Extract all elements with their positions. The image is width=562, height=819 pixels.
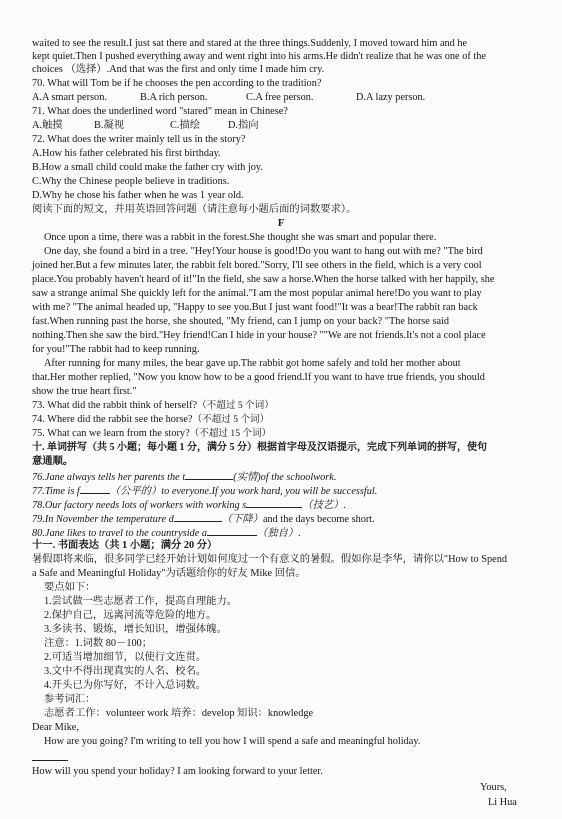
question-71-option-a: A.触摸 — [32, 120, 63, 131]
question-70-option-d: D.A lazy person. — [356, 92, 426, 103]
story-line-11: that.Her mother replied, "Now you know how to be a good friend.If you want to have true friends, you should — [32, 372, 485, 383]
spelling-77-blank[interactable] — [80, 484, 110, 494]
spelling-78-text: 78.Our factory needs lots of workers with working s — [32, 500, 247, 511]
spelling-item-79 — [32, 512, 375, 526]
spelling-item-76 — [32, 470, 336, 484]
spelling-80-blank[interactable] — [207, 526, 257, 536]
spelling-78-hint: （技艺）. — [302, 500, 346, 511]
question-71-option-d: D.指向 — [228, 120, 259, 131]
story-line-6: with me? "The animal headed up, "Happy to see you.But I just want food!"It was a bear!The rabbit ran back — [32, 302, 478, 313]
spelling-item-80 — [32, 526, 301, 540]
section-10-heading-cont: 意通顺。 — [32, 456, 74, 467]
note-1: 注意：1.词数 80－100； — [44, 638, 153, 649]
story-line-7: fast.When running past the horse, she shouted, "My friend, can I jump on your back? "The horse said — [32, 316, 450, 327]
question-74-text: 74. Where did the rabbit see the horse? — [32, 414, 193, 425]
spelling-item-77 — [32, 484, 377, 498]
story-line-8: nothing.Then she saw the bird."Hey friend!Can I hide in your house? ""We are not friends.It's not a cool place — [32, 330, 486, 341]
letter-greeting: Dear Mike, — [32, 722, 79, 733]
point-3: 3.多读书、锻炼，增长知识，增强体魄。 — [44, 624, 227, 635]
question-72-stem: 72. What does the writer mainly tell us in the story? — [32, 134, 246, 145]
passage-end-line-1: waited to see the result.I just sat there and stared at the three things.Suddenly, I moved toward him and he — [32, 38, 468, 49]
spelling-76-hint: (实情) — [233, 472, 261, 483]
spelling-76-blank[interactable] — [185, 470, 233, 480]
spelling-78-blank[interactable] — [246, 498, 302, 508]
spelling-79-after: and the days become short. — [262, 514, 375, 525]
story-line-10: After running for many miles, the bear gave up.The rabbit got home safely and told her mother about — [44, 358, 461, 369]
question-70-stem: 70. What will Tom be if he chooses the pen according to the tradition? — [32, 78, 322, 89]
writing-prompt-line-2: a Safe and Meaningful Holiday"为话题给你的好友 Mike 回信。 — [32, 568, 306, 579]
question-73-limit: （不超过 5 个词） — [197, 400, 274, 411]
letter-signoff: Yours, — [480, 782, 507, 793]
question-71-stem: 71. What does the underlined word "stared" mean in Chinese? — [32, 106, 288, 117]
spelling-79-blank[interactable] — [174, 512, 222, 522]
spelling-79-hint: （下降） — [221, 514, 263, 525]
section-11-heading: 十一. 书面表达（共 1 小题；满分 20 分） — [32, 540, 218, 551]
reference-title: 参考词汇： — [44, 694, 96, 705]
question-72-option-b: B.How a small child could make the father cry with joy. — [32, 162, 263, 173]
story-line-1: Once upon a time, there was a rabbit in the forest.She thought she was smart and popular there. — [44, 232, 437, 243]
writing-blank-line[interactable] — [32, 760, 68, 761]
question-72-option-a: A.How his father celebrated his first birthday. — [32, 148, 221, 159]
section-f-letter: F — [277, 218, 285, 229]
passage-end-line-3: choices （选择）.And that was the first and only time I made him cry. — [32, 64, 325, 75]
spelling-77-text: 77.Time is f — [32, 486, 80, 497]
passage-end-line-2: kept quiet.Then I pushed everything away and went right into his arms.He didn't realize that he was one of the — [32, 51, 486, 62]
reference-words: 志愿者工作：volunteer work 培养：develop 知识：knowledge — [44, 708, 314, 719]
story-line-5: saw a strange animal She quickly left for the animal."I am the most popular animal here!Do you want to play — [32, 288, 482, 299]
question-72-option-d: D.Why he chose his father when he was 1 year old. — [32, 190, 244, 201]
question-72-option-c: C.Why the Chinese people believe in traditions. — [32, 176, 230, 187]
spelling-77-after: to everyone.If you work hard, you will be successful. — [161, 486, 378, 497]
note-4: 4.开头已为你写好，不计入总词数。 — [44, 680, 207, 691]
story-line-2: One day, she found a bird in a tree. "Hey!Your house is good!Do you want to hang out with me? "The bird — [44, 246, 483, 257]
question-70-option-a: A.A smart person. — [32, 92, 107, 103]
writing-prompt-line-1: 暑假即将来临，很多同学已经开始计划如何度过一个有意义的暑假。假如你是李华，请你以"How to Spend — [32, 554, 507, 565]
spelling-76-after: of the schoolwork. — [260, 472, 337, 483]
points-title: 要点如下： — [44, 582, 96, 593]
spelling-80-hint: （独自）. — [257, 528, 301, 539]
point-2: 2.保护自己，远离河流等危险的地方。 — [44, 610, 217, 621]
story-line-12: show the true heart first." — [32, 386, 137, 397]
story-line-3: joined her.But a few minutes later, the rabbit felt bored."Sorry, I'll see others in the field, which is a very cool — [32, 260, 482, 271]
note-2: 2.可适当增加细节，以使行文连贯。 — [44, 652, 207, 663]
question-73-text: 73. What did the rabbit think of herself? — [32, 400, 198, 411]
question-75-limit: （不超过 15 个词） — [189, 428, 272, 439]
point-1: 1.尝试做一些志愿者工作，提高自理能力。 — [44, 596, 238, 607]
note-3: 3.文中不得出现真实的人名、校名。 — [44, 666, 207, 677]
question-73 — [32, 400, 274, 412]
section-10-heading: 十. 单词拼写（共 5 小题；每小题 1 分，满分 5 分）根据首字母及汉语提示，完成下列单词的拼写，使句 — [32, 442, 487, 453]
question-74 — [32, 414, 269, 426]
spelling-76-text: 76.Jane always tells her parents the t — [32, 472, 186, 483]
letter-closing: How will you spend your holiday? I am looking forward to your letter. — [32, 766, 323, 777]
letter-signature: Li Hua — [488, 797, 517, 808]
question-75 — [32, 428, 271, 440]
question-71-option-b: B.凝视 — [94, 120, 125, 131]
story-line-4: place.You probably haven't heard of it!"In the field, she saw a horse.When the horse talked with her happily, she — [32, 274, 495, 285]
question-75-text: 75. What can we learn from the story? — [32, 428, 190, 439]
question-70-option-c: C.A free person. — [246, 92, 314, 103]
question-70-option-b: B.A rich person. — [140, 92, 208, 103]
section-f-instruction: 阅读下面的短文，并用英语回答问题（请注意每小题后面的词数要求）。 — [32, 204, 357, 215]
spelling-item-78 — [32, 498, 346, 512]
question-74-limit: （不超过 5 个词） — [192, 414, 270, 425]
spelling-77-hint: （公平的） — [109, 486, 162, 497]
spelling-79-text: 79.In November the temperature d — [32, 514, 174, 525]
letter-opening: How are you going? I'm writing to tell you how I will spend a safe and meaningful holiday. — [44, 736, 421, 747]
spelling-80-text: 80.Jane likes to travel to the countryside a — [32, 528, 208, 539]
story-line-9: for you!"The rabbit had to keep running. — [32, 344, 200, 355]
question-71-option-c: C.描绘 — [170, 120, 201, 131]
